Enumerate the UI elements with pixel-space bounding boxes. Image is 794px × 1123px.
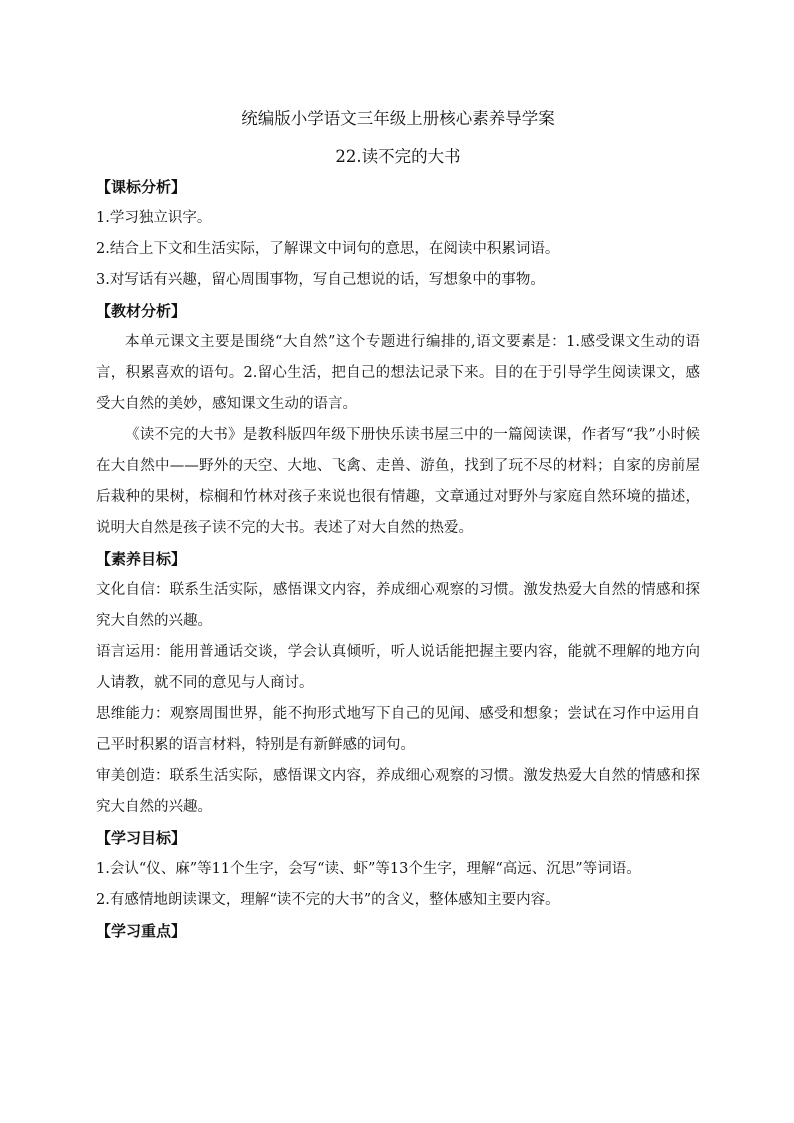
section-heading-learning-goals: 【学习目标】 bbox=[96, 829, 187, 847]
section-heading-textbook-analysis: 【教材分析】 bbox=[96, 302, 187, 320]
section-heading-literacy-goals: 【素养目标】 bbox=[96, 550, 187, 568]
paragraph: 1.会认“仪、麻”等11个生字，会写“读、虾”等13个生字，理解“高远、沉思”等词语。 bbox=[96, 861, 641, 877]
document-body bbox=[96, 104, 700, 947]
paragraph: 文化自信：联系生活实际，感悟课文内容，养成细心观察的习惯。激发热爱大自然的情感和探究大自然的兴趣。 bbox=[96, 582, 700, 629]
paragraph: 3.对写话有兴趣，留心周围事物，写自己想说的话，写想象中的事物。 bbox=[96, 272, 545, 288]
paragraph: 2.有感情地朗读课文，理解“读不完的大书”的含义，整体感知主要内容。 bbox=[96, 892, 560, 908]
paragraph: 本单元课文主要是围绕“大自然”这个专题进行编排的,语文要素是：1.感受课文生动的语言，积累喜欢的语句。2.留心生活，把自己的想法记录下来。目的在于引导学生阅读课文，感受大自然的美妙，感知课文生动的语言。 bbox=[96, 334, 700, 412]
section-heading-learning-focus: 【学习重点】 bbox=[96, 922, 187, 940]
section-heading-curriculum-analysis: 【课标分析】 bbox=[96, 178, 187, 196]
lesson-title: 22.读不完的大书 bbox=[335, 147, 461, 166]
document-title: 统编版小学语文三年级上册核心素养导学案 bbox=[241, 109, 555, 128]
paragraph: 2.结合上下文和生活实际，了解课文中词句的意思，在阅读中积累词语。 bbox=[96, 241, 560, 257]
paragraph: 1.学习独立识字。 bbox=[96, 210, 212, 226]
paragraph: 思维能力：观察周围世界，能不拘形式地写下自己的见闻、感受和想象；尝试在习作中运用自己平时积累的语言材料，特别是有新鲜感的词句。 bbox=[96, 706, 700, 753]
paragraph: 《读不完的大书》是教科版四年级下册快乐读书屋三中的一篇阅读课，作者写“我”小时候在大自然中——野外的天空、大地、飞禽、走兽、游鱼，找到了玩不尽的材料；自家的房前屋后栽种的果树，棕榈和竹林对孩子来说也很有情趣，文章通过对野外与家庭自然环境的描述，说明大自然是孩子读不完的大书。表述了对大自然的热爱。 bbox=[96, 427, 700, 536]
paragraph: 语言运用：能用普通话交谈，学会认真倾听，听人说话能把握主要内容，能就不理解的地方向人请教，就不同的意见与人商讨。 bbox=[96, 644, 700, 691]
paragraph: 审美创造：联系生活实际，感悟课文内容，养成细心观察的习惯。激发热爱大自然的情感和探究大自然的兴趣。 bbox=[96, 768, 700, 815]
